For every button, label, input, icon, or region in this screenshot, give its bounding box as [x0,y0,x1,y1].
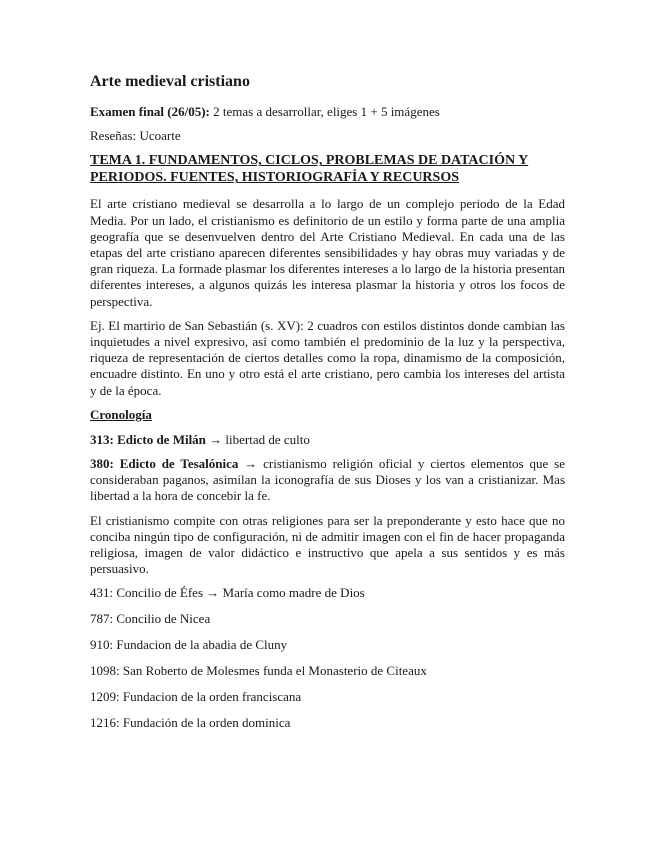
edict-label: 313: Edicto de Milán [90,431,206,447]
timeline-item: 787: Concilio de Nicea [90,611,211,627]
edict-milan [90,432,565,448]
exam-text: 2 temas a desarrollar, eliges 1 + 5 imágenes [209,104,440,119]
chronology-heading: Cronología [90,406,152,422]
timeline-item: 910: Fundacion de la abadia de Cluny [90,637,288,653]
edict-label: 380: Edicto de Tesalónica [90,456,239,472]
edict-text: → libertad de culto [205,431,310,447]
exam-label: Examen final (26/05): [90,104,210,119]
exam-info [90,104,565,120]
timeline-item: 1216: Fundación de la orden dominica [90,715,291,731]
edict-thessalonica [90,456,565,505]
timeline-item: 1209: Fundacion de la orden franciscana [90,689,302,705]
document-title: Arte medieval cristiano [90,73,250,90]
christianity-paragraph: El cristianismo compite con otras religiones para ser la preponderante y esto hace que no conciba ningún tipo de configuración, ni de admitir imagen con el fin de hacer propaganda religiosa, imagen de valor didáctico e instructivo que apela a sus sentidos y es más persuasivo. [90,512,565,577]
timeline-item: 1098: San Roberto de Molesmes funda el Monasterio de Citeaux [90,663,427,679]
intro-paragraph: El arte cristiano medieval se desarrolla a lo largo de un complejo periodo de la Edad Media. Por un lado, el cristianismo es definitorio de un estilo y forma parte de una amplia geografía que se desenvuelven dentro del Arte Cristiano Medieval. En cada una de las etapas del arte cristiano aparecen diferentes sensibilidades y hay obras muy variadas y de gran riqueza. La formade plasmar los diferentes intereses a lo largo de la historia presentan diferentes intereses, a algunos quizás les interesa plasmar la historia y otros los focos de perspectiva. [90,196,565,309]
example-paragraph: Ej. El martirio de San Sebastián (s. XV): 2 cuadros con estilos distintos donde cambian las inquietudes a nivel expresivo, así como también el predominio de la luz y la perspectiva, riqueza de representación de ciertos detalles como la ropa, dinamismo de la composición, encuadre distinto. En uno y otro está el arte cristiano, pero cambia los intereses del artista y de la época. [90,317,565,398]
reviews-line: Reseñas: Ucoarte [90,128,181,144]
topic-heading: TEMA 1. FUNDAMENTOS, CICLOS, PROBLEMAS DE DATACIÓN Y PERIODOS. FUENTES, HISTORIOGRAFÍA Y RECURSOS [90,153,529,186]
document-page [90,72,565,741]
timeline-item: 431: Concilio de Éfes → María como madre de Dios [90,585,365,601]
edict-text: → cristianismo religión oficial y ciertos elementos que se consideraban paganos, asimilan la iconografía de sus Dioses y los van a cristianizar. Mas libertad a la hora de concebir la fe. [90,456,565,504]
